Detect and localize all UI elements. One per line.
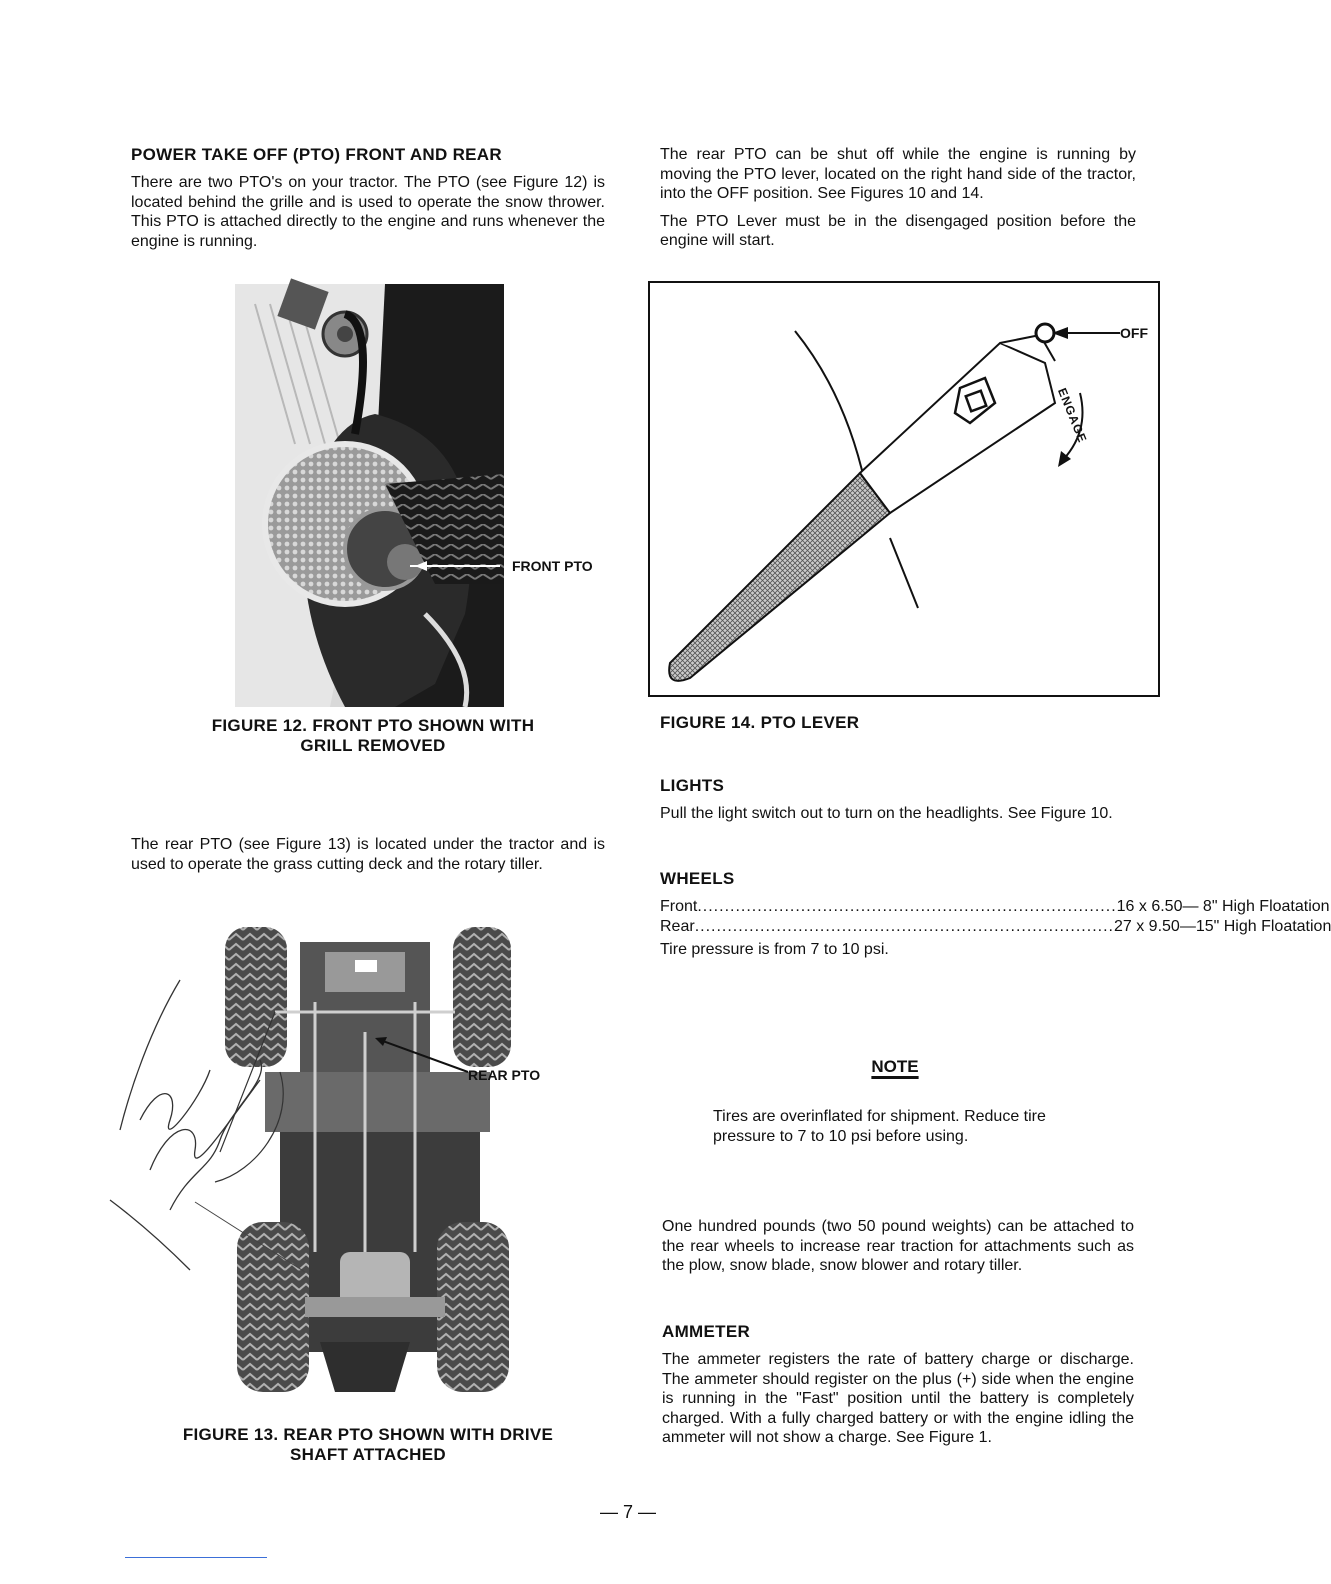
pto-lever-paragraph: The PTO Lever must be in the disengaged position before the engine will start. [660, 212, 1136, 249]
rear-pto-label: REAR PTO [468, 1067, 541, 1083]
wheels-rear-label: Rear [660, 917, 695, 935]
engage-label: ENGAGE [1055, 386, 1090, 446]
tire-pressure-text: Tire pressure is from 7 to 10 psi. [660, 941, 889, 958]
wheels-front-value: 16 x 6.50— 8" High Floatation [1116, 898, 1330, 915]
handwritten-scribble [110, 970, 280, 1280]
wheels-section [660, 869, 1331, 968]
figure-13-caption-line1: FIGURE 13. REAR PTO SHOWN WITH DRIVE [182, 1425, 554, 1444]
lights-heading: LIGHTS [660, 776, 725, 795]
wheels-heading: WHEELS [660, 869, 735, 888]
figure-12-caption [131, 716, 615, 756]
wheels-front-label: Front [660, 898, 698, 915]
note-title: NOTE [871, 1057, 919, 1076]
figure-13-caption-line2: SHAFT ATTACHED [290, 1445, 446, 1464]
off-label: OFF [1120, 325, 1148, 341]
figure-13-caption [131, 1425, 605, 1465]
pto-paragraph: There are two PTO's on your tractor. The PTO (see Figure 12) is located behind the grille and is used to operate the snow thrower. This PTO is attached directly to the engine and runs whenever the engine is running. [131, 174, 605, 250]
page-number: — 7 — [600, 1502, 657, 1522]
front-pto-label: FRONT PTO [512, 558, 593, 574]
dot-leader: ............................................................................. [694, 917, 1114, 935]
note-text: Tires are overinflated for shipment. Reduce tire pressure to 7 to 10 psi before using. [713, 1108, 1046, 1145]
lights-section [660, 776, 1132, 832]
ammeter-heading: AMMETER [662, 1322, 751, 1341]
figure-14-caption: FIGURE 14. PTO LEVER [660, 713, 860, 732]
bottom-rule [125, 1557, 267, 1558]
rear-pto-shutoff-paragraph: The rear PTO can be shut off while the engine is running by moving the PTO lever, located on the right hand side of the tractor, into the OFF position. See Figures 10 and 14. [660, 146, 1136, 202]
ammeter-section [662, 1322, 1134, 1456]
figure-14-box [648, 281, 1160, 697]
front-pto-illustration [235, 284, 504, 707]
lights-paragraph: Pull the light switch out to turn on the headlights. See Figure 10. [660, 805, 1113, 822]
figure-12-caption-line2: GRILL REMOVED [300, 736, 446, 755]
rear-pto-paragraph: The rear PTO (see Figure 13) is located under the tractor and is used to operate the grass cutting deck and the rotary tiller. [131, 836, 605, 873]
dot-leader: ............................................................................. [697, 898, 1117, 915]
figure-12-caption-line1: FIGURE 12. FRONT PTO SHOWN WITH [211, 716, 535, 735]
left-column [131, 145, 605, 259]
wheels-front-row [660, 897, 1330, 917]
wheels-rear-value: 27 x 9.50—15" High Floatation [1113, 917, 1331, 935]
figure-12-photo [235, 284, 504, 707]
pto-heading: POWER TAKE OFF (PTO) FRONT AND REAR [131, 145, 502, 164]
weights-paragraph: One hundred pounds (two 50 pound weights) can be attached to the rear wheels to increase rear traction for attachments such as the plow, snow blade, snow blower and rotary tiller. [662, 1218, 1134, 1274]
ammeter-paragraph: The ammeter registers the rate of battery charge or discharge. The ammeter should register on the plus (+) side when the engine is running in the "Fast" position until the battery is completely charged. With a fully charged battery or with the engine idling the ammeter will not show a charge. See Figure 1. [662, 1351, 1134, 1446]
right-column [660, 145, 1136, 259]
pto-lever-illustration [650, 283, 1158, 695]
wheels-rear-row [660, 917, 1331, 937]
